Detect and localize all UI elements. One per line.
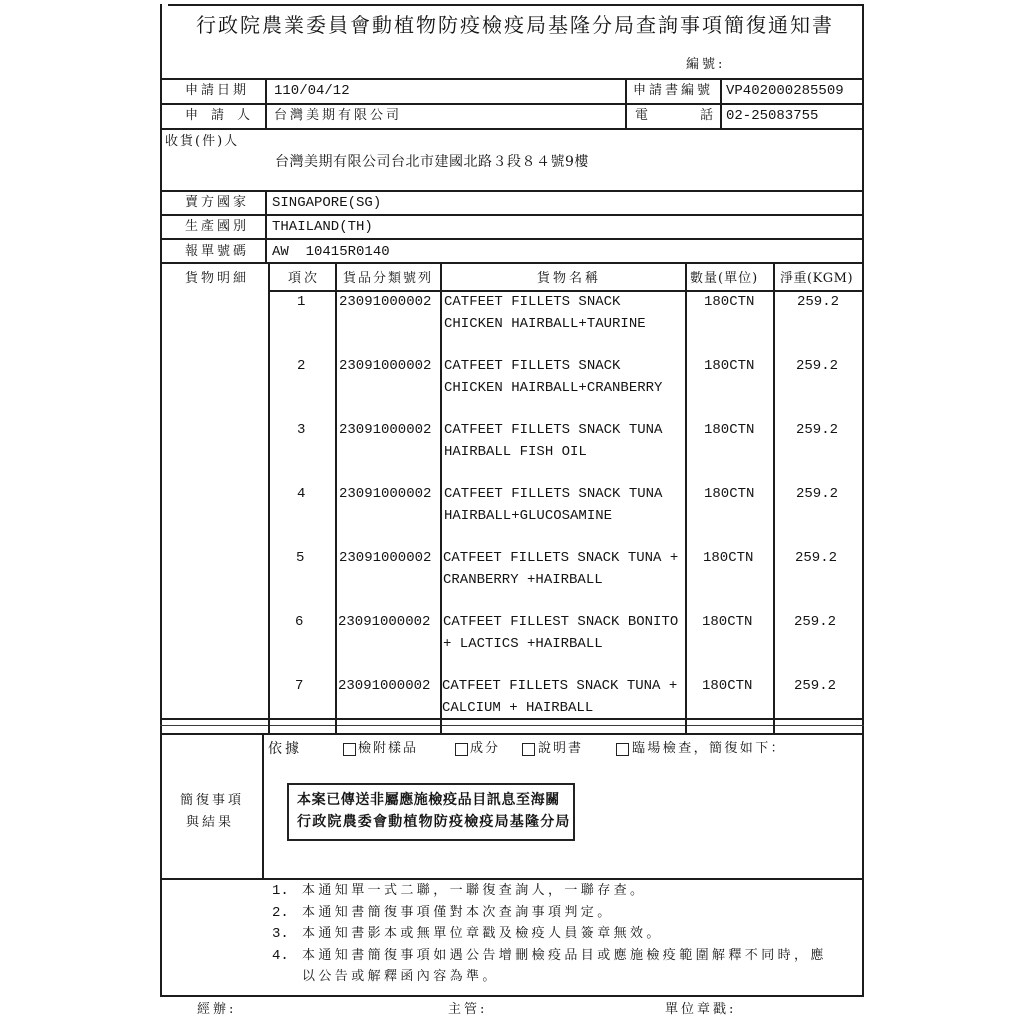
origin-country-label: 生產國別 [185, 219, 250, 234]
item-name-line: HAIRBALL+GLUCOSAMINE [444, 508, 613, 524]
item-weight: 259.2 [795, 550, 838, 566]
application-date: 110/04/12 [274, 83, 350, 99]
item-code: 23091000002 [338, 678, 431, 694]
note-text: 以公告或解釋函內容為準。 [302, 969, 499, 984]
item-weight: 259.2 [796, 358, 839, 374]
frame-bottom-line [160, 995, 864, 997]
item-weight: 259.2 [796, 486, 839, 502]
item-quantity: 180CTN [702, 678, 753, 694]
column-header-weight: 淨重(KGM) [780, 271, 854, 286]
unit-seal-label: 單位章戳: [665, 1002, 737, 1017]
note-number: 2. [272, 905, 289, 921]
applicant: 台灣美期有限公司 [274, 108, 403, 123]
declaration-label: 報單號碼 [185, 244, 250, 259]
goods-section-label: 貨物明細 [185, 271, 250, 286]
checkbox-onsite-inspection [616, 743, 629, 756]
checkbox-manual [522, 743, 535, 756]
item-code: 23091000002 [339, 294, 432, 310]
column-line [262, 733, 264, 878]
supervisor-label: 主管: [448, 1002, 488, 1017]
item-weight: 259.2 [796, 422, 839, 438]
form-no-label: 申請書編號 [633, 83, 714, 98]
note-number: 1. [272, 883, 289, 899]
phone: 02-25083755 [726, 108, 819, 124]
page-title: 行政院農業委員會動植物防疫檢疫局基隆分局查詢事項簡復通知書 [196, 13, 834, 37]
item-weight: 259.2 [797, 294, 840, 310]
rule-line [160, 718, 864, 720]
item-weight: 259.2 [794, 614, 837, 630]
checkbox-sample [343, 743, 356, 756]
item-no: 2 [297, 358, 306, 374]
note-number: 4. [272, 948, 289, 964]
stamp-line: 本案已傳送非屬應施檢疫品目訊息至海關 [297, 792, 560, 808]
rule-line [160, 262, 864, 264]
goods-header-line [268, 290, 864, 292]
item-name-line: CRANBERRY +HAIRBALL [443, 572, 603, 588]
item-code: 23091000002 [338, 614, 431, 630]
checkbox-sample-label: 檢附樣品 [358, 741, 419, 756]
column-line [685, 262, 687, 734]
serial-label: 編號: [686, 57, 726, 72]
result-label-line: 與結果 [186, 815, 235, 830]
item-name-line: + LACTICS +HAIRBALL [443, 636, 603, 652]
origin-country: THAILAND(TH) [272, 219, 373, 235]
item-code: 23091000002 [339, 550, 432, 566]
column-line [773, 262, 775, 734]
column-line [625, 78, 627, 128]
item-name-line: CATFEET FILLETS SNACK [444, 294, 621, 310]
form-no: VP402000285509 [726, 83, 844, 99]
note-text: 本通知單一式二聯，一聯復查詢人，一聯存查。 [302, 883, 647, 898]
item-name-line: CATFEET FILLETS SNACK TUNA + [442, 678, 678, 694]
stamp-line: 行政院農委會動植物防疫檢疫局基隆分局 [297, 814, 571, 830]
column-header-quantity: 數量(單位) [690, 271, 759, 286]
result-label-line: 簡復事項 [180, 793, 245, 808]
note-number: 3. [272, 926, 289, 942]
rule-line [160, 733, 864, 735]
item-name-line: CATFEET FILLETS SNACK TUNA + [443, 550, 679, 566]
item-name-line: HAIRBALL FISH OIL [444, 444, 587, 460]
consignee-label: 收貨(件)人 [165, 134, 240, 149]
checkbox-manual-label: 說明書 [538, 741, 584, 756]
item-quantity: 180CTN [704, 422, 755, 438]
note-text: 本通知書影本或無單位章戳及檢疫人員簽章無效。 [302, 926, 663, 941]
phone-label: 電 話 [635, 108, 714, 123]
handler-label: 經辦: [197, 1002, 237, 1017]
item-code: 23091000002 [339, 422, 432, 438]
rule-line [160, 128, 864, 130]
item-no: 3 [297, 422, 306, 438]
frame-left-line [160, 4, 162, 996]
item-name-line: CATFEET FILLEST SNACK BONITO [443, 614, 679, 630]
item-weight: 259.2 [794, 678, 837, 694]
column-line [720, 78, 722, 128]
item-no: 4 [297, 486, 306, 502]
item-quantity: 180CTN [704, 358, 755, 374]
item-code: 23091000002 [339, 358, 432, 374]
applicant-label: 申 請 人 [185, 108, 251, 123]
item-name-line: CHICKEN HAIRBALL+CRANBERRY [444, 380, 663, 396]
item-name-line: CATFEET FILLETS SNACK [444, 358, 621, 374]
item-name-line: CALCIUM + HAIRBALL [442, 700, 594, 716]
column-line [265, 190, 267, 262]
item-no: 7 [295, 678, 304, 694]
item-quantity: 180CTN [704, 486, 755, 502]
declaration-no: AW 10415R0140 [272, 244, 390, 260]
frame-right-line [862, 4, 864, 996]
item-quantity: 180CTN [703, 550, 754, 566]
item-no: 1 [297, 294, 306, 310]
basis-label: 依據 [268, 741, 302, 757]
checkbox-onsite-inspection-label: 臨場檢查，簡復如下： [632, 741, 787, 756]
consignee: 台灣美期有限公司台北市建國北路３段８４號9樓 [275, 154, 589, 170]
column-header-code: 貨品分類號列 [343, 271, 434, 286]
item-quantity: 180CTN [702, 614, 753, 630]
seller-country-label: 賣方國家 [185, 195, 250, 210]
frame-top-line [168, 4, 863, 6]
item-code: 23091000002 [339, 486, 432, 502]
item-no: 5 [296, 550, 305, 566]
item-name-line: CATFEET FILLETS SNACK TUNA [444, 486, 663, 502]
item-name-line: CATFEET FILLETS SNACK TUNA [444, 422, 663, 438]
column-header-no: 項次 [288, 271, 321, 286]
item-quantity: 180CTN [704, 294, 755, 310]
rule-line [160, 878, 864, 880]
column-line [268, 262, 270, 734]
application-date-label: 申請日期 [185, 83, 250, 98]
item-no: 6 [295, 614, 304, 630]
column-line [440, 262, 442, 734]
column-header-name: 貨物名稱 [537, 271, 602, 286]
rule-line [160, 725, 864, 726]
checkbox-ingredients [455, 743, 468, 756]
checkbox-ingredients-label: 成分 [470, 741, 501, 756]
note-text: 本通知書簡復事項如遇公告增刪檢疫品目或應施檢疫範圍解釋不同時，應 [302, 948, 827, 963]
note-text: 本通知書簡復事項僅對本次查詢事項判定。 [302, 905, 614, 920]
item-name-line: CHICKEN HAIRBALL+TAURINE [444, 316, 646, 332]
column-line [335, 262, 337, 734]
column-line [265, 78, 267, 128]
seller-country: SINGAPORE(SG) [272, 195, 382, 211]
